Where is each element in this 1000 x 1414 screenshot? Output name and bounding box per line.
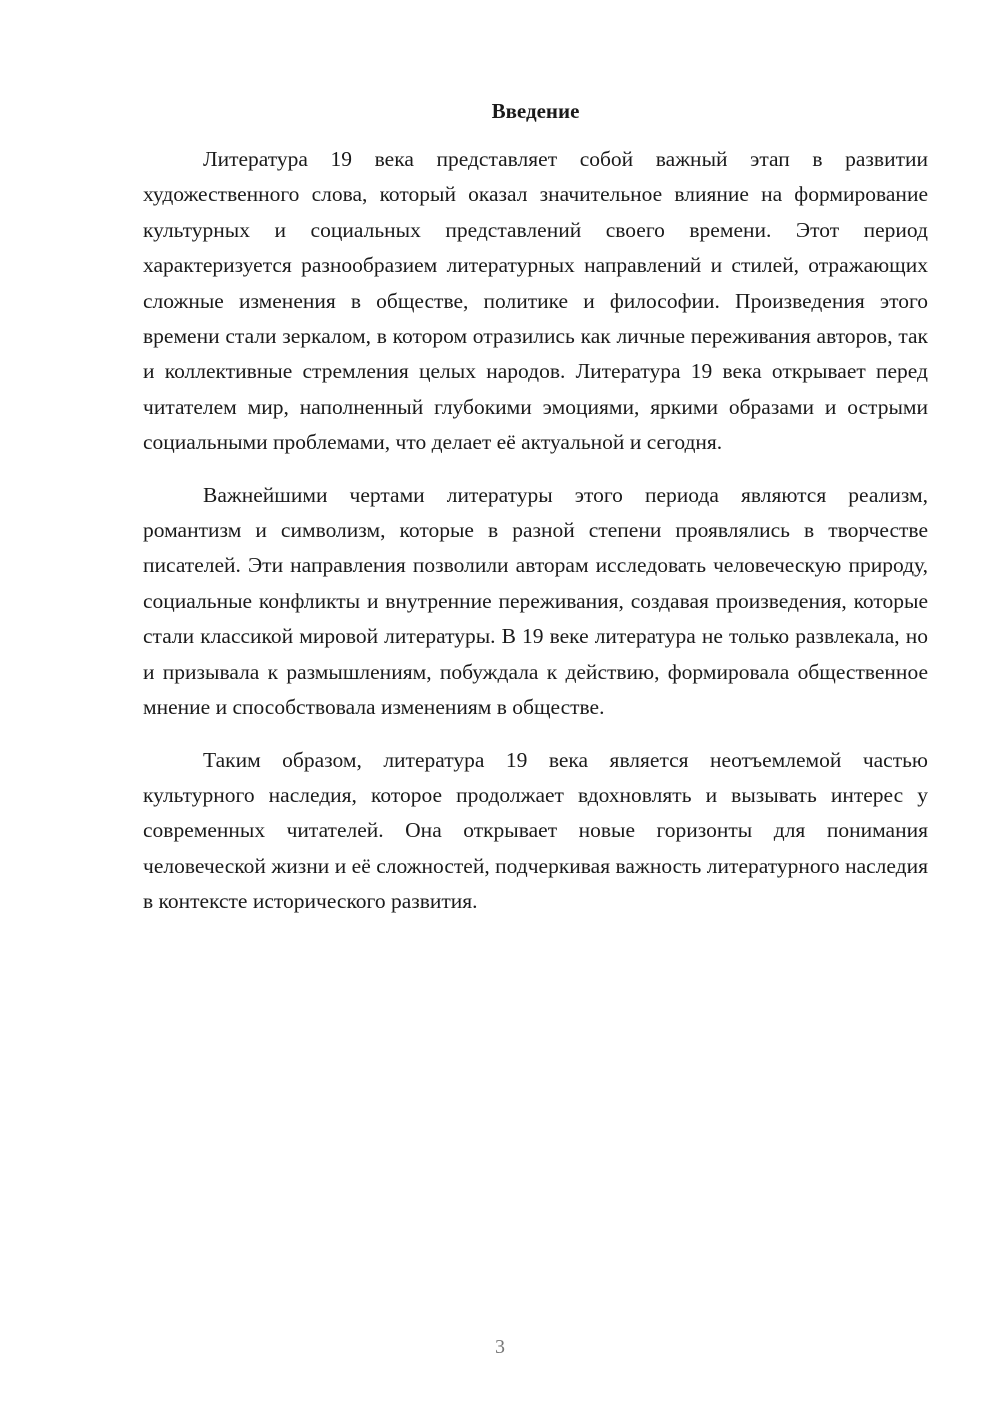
section-title: Введение <box>491 99 580 123</box>
page-number: 3 <box>495 1336 505 1358</box>
body-text <box>143 142 928 937</box>
paragraph-2: Важнейшими чертами литературы этого периода являются реализм, романтизм и символизм, которые в разной степени проявлялись в творчестве писателей. Эти направления позволили авторам исследовать человеческую природу, социальные конфликты и внутренние переживания, создавая произведения, которые стали классикой мировой литературы. В 19 веке литература не только развлекала, но и призывала к размышлениям, побуждала к действию, формировала общественное мнение и способствовала изменениям в обществе. <box>143 482 928 720</box>
paragraph-3: Таким образом, литература 19 века является неотъемлемой частью культурного наследия, которое продолжает вдохновлять и вызывать интерес у современных читателей. Она открывает новые горизонты для понимания человеческой жизни и её сложностей, подчеркивая важность литературного наследия в контексте исторического развития. <box>143 747 928 914</box>
paragraph-1: Литература 19 века представляет собой важный этап в развитии художественного слова, который оказал значительное влияние на формирование культурных и социальных представлений своего времени. Этот период характеризуется разнообразием литературных направлений и стилей, отражающих сложные изменения в обществе, политике и философии. Произведения этого времени стали зеркалом, в котором отразились как личные переживания авторов, так и коллективные стремления целых народов. Литература 19 века открывает перед читателем мир, наполненный глубокими эмоциями, яркими образами и острыми социальными проблемами, что делает её актуальной и сегодня. <box>143 147 928 455</box>
